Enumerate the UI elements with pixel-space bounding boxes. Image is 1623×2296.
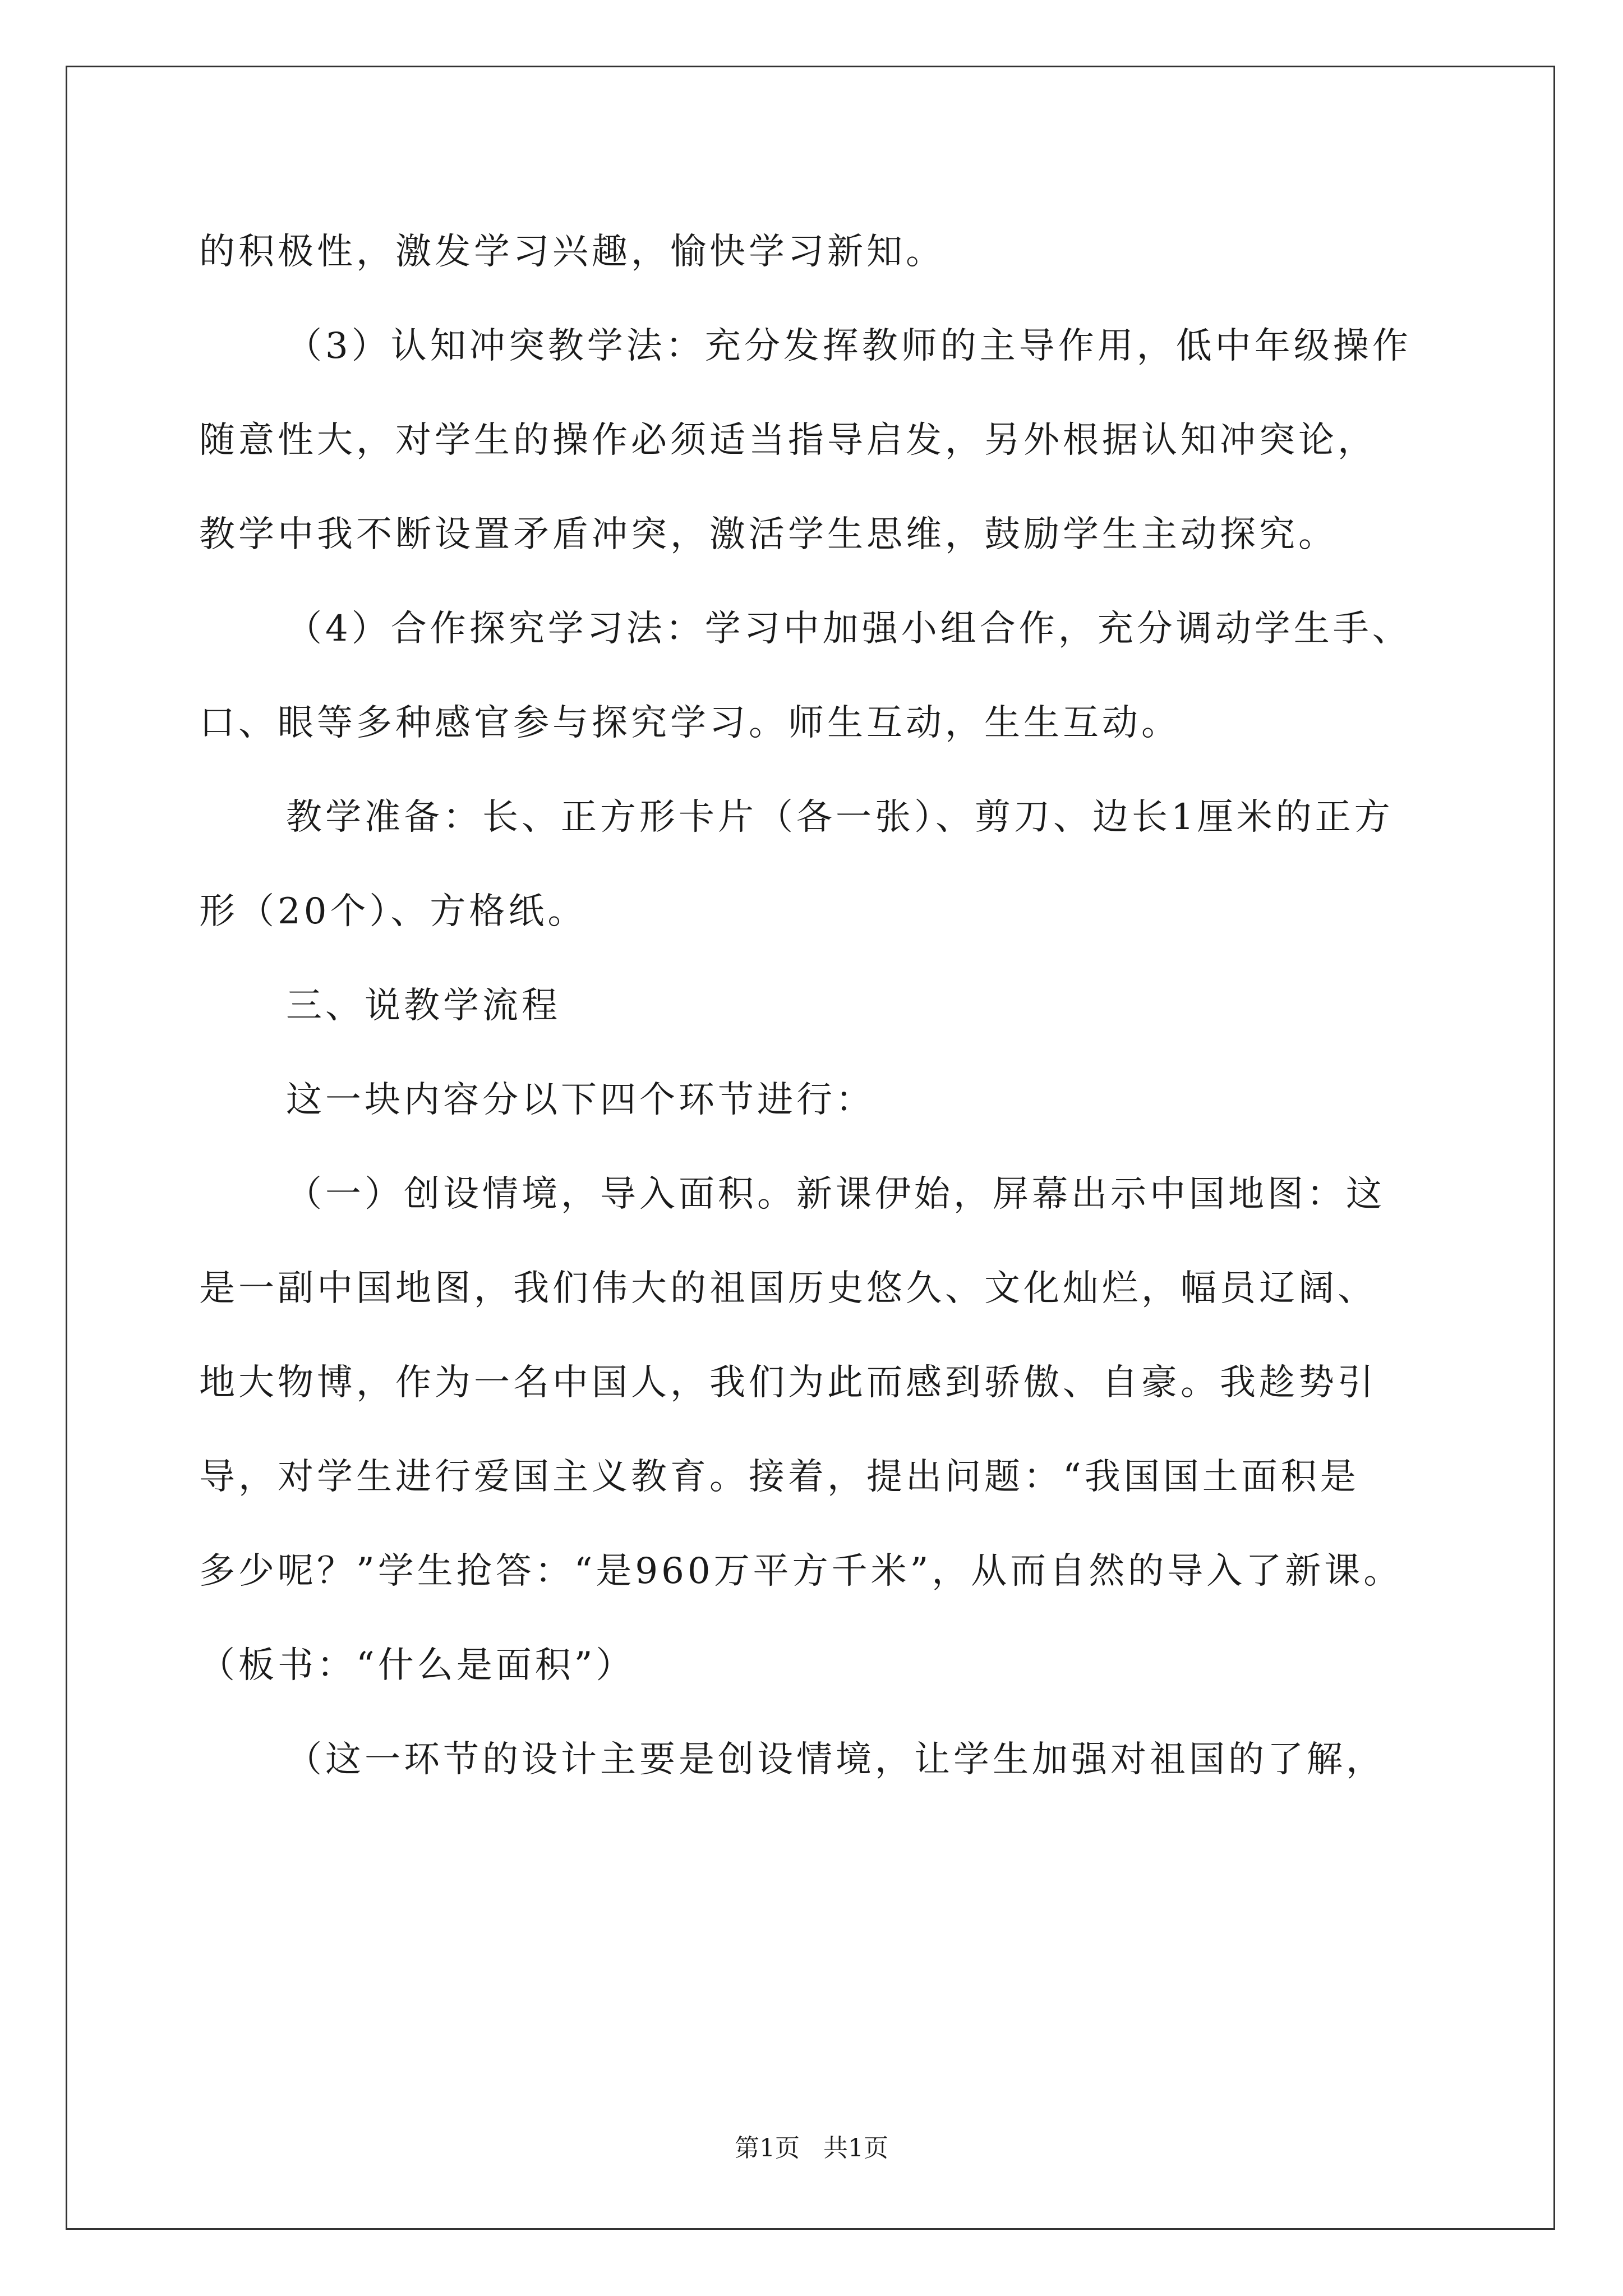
text-line: （一）创设情境，导入面积。新课伊始，屏幕出示中国地图：这 xyxy=(286,1174,1385,1215)
text-line: （4）合作探究学习法：学习中加强小组合作，充分调动学生手、 xyxy=(286,608,1412,650)
text-line: （板书：“什么是面积”） xyxy=(199,1645,635,1686)
text-line: 随意性大，对学生的操作必须适当指导启发，另外根据认知冲突论， xyxy=(199,420,1377,461)
text-line: （这一环节的设计主要是创设情境，让学生加强对祖国的了解， xyxy=(286,1739,1385,1780)
text-line: 多少呢？”学生抢答：“是960万平方千米”，从而自然的导入了新课。 xyxy=(199,1550,1403,1592)
text-line: 是一副中国地图，我们伟大的祖国历史悠久、文化灿烂，幅员辽阔、 xyxy=(199,1268,1377,1309)
text-line: 形（20个）、方格纸。 xyxy=(199,891,587,932)
text-line: （3）认知冲突教学法：充分发挥教师的主导作用，低中年级操作 xyxy=(286,325,1412,367)
text-line: 这一块内容分以下四个环节进行： xyxy=(286,1079,875,1121)
text-line: 教学中我不断设置矛盾冲突，激活学生思维，鼓励学生主动探究。 xyxy=(199,514,1338,555)
text-line: 教学准备：长、正方形卡片（各一张）、剪刀、边长1厘米的正方 xyxy=(286,797,1394,838)
text-line: 的积极性，激发学习兴趣，愉快学习新知。 xyxy=(199,231,945,273)
page-footer: 第1页 共1页 xyxy=(735,2134,888,2162)
text-line: 口、眼等多种感官参与探究学习。师生互动，生生互动。 xyxy=(199,702,1181,744)
text-line: 导，对学生进行爱国主义教育。接着，提出问题：“我国国土面积是 xyxy=(199,1456,1359,1498)
section-heading: 三、说教学流程 xyxy=(286,985,561,1027)
text-line: 地大物博，作为一名中国人，我们为此而感到骄傲、自豪。我趁势引 xyxy=(199,1362,1377,1404)
document-body xyxy=(199,205,1450,1807)
